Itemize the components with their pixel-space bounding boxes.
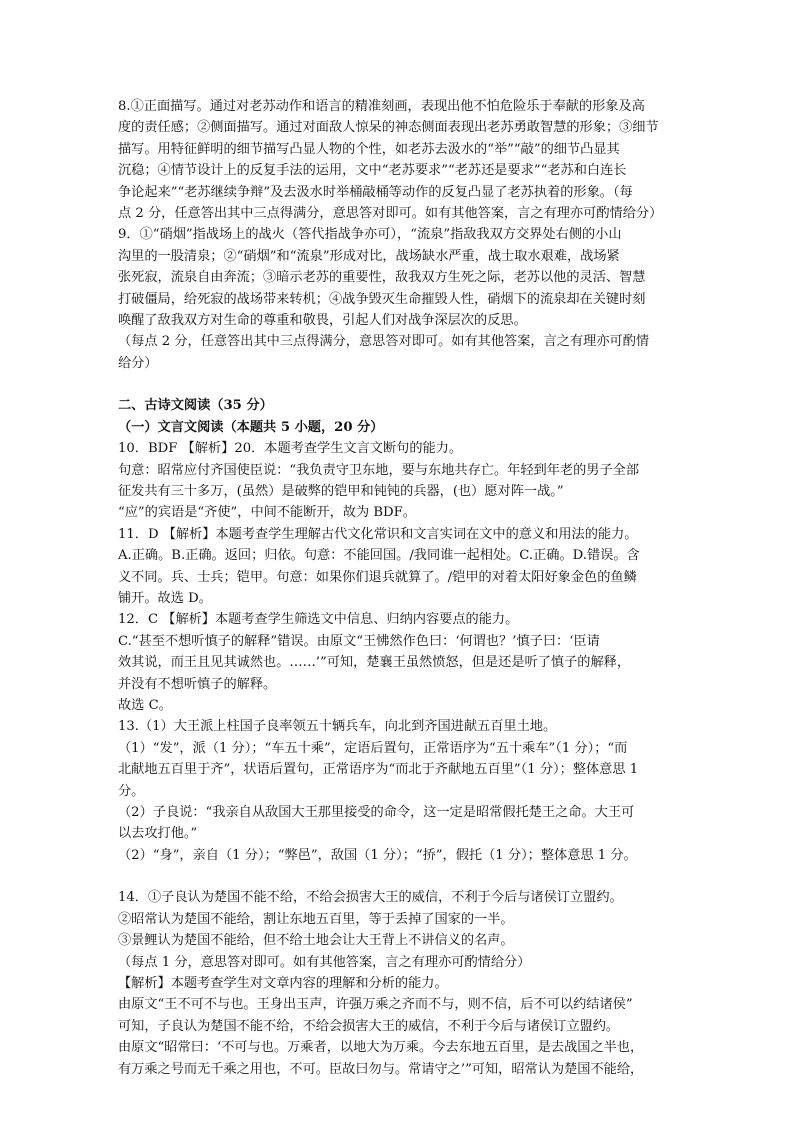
text-line: “应”的宾语是“齐使”，中间不能断开，故为 BDF。	[118, 505, 416, 521]
text-line: 打破僵局，给死寂的战场带来转机；④战争毁灭生命摧毁人性，硝烟下的流泉却在关键时刻	[118, 291, 646, 307]
text-line: 北献地五百里于齐”，状语后置句，正常语序为“而北于齐献地五百里”（1 分）；整体意思 1	[118, 762, 639, 778]
text-line: 给分）	[118, 355, 158, 371]
text-line: 11．D 【解析】本题考查学生理解古代文化常识和文言实词在文中的意义和用法的能力。	[118, 526, 638, 542]
text-line: （2）“身”，亲自（1 分）；“弊邑”，敌国（1 分）；“挢”，假托（1 分）；整体意思 1 分。	[118, 847, 637, 863]
text-line: 由原文“昭常曰：‘不可与也。万乘者，以地大为万乘。今去东地五百里，是去战国之半也，	[118, 1040, 644, 1056]
text-line: 沉稳；④情节设计上的反复手法的运用，文中“老苏要求”“老苏还是要求”“老苏和白连长	[118, 163, 627, 179]
text-line: C.“甚至不想听慎子的解释”错误。由原文“王怫然作色曰：‘何谓也？’慎子曰：‘臣请	[118, 633, 600, 649]
text-line: 争论起来”“老苏继续争辩”及去汲水时举桶敲桶等动作的反复凸显了老苏执着的形象。（每	[118, 184, 633, 200]
text-line: 描写。用特征鲜明的细节描写凸显人物的个性，如老苏去汲水的“举”“敲”的细节凸显其	[118, 141, 620, 157]
text-line: 并没有不想听慎子的解释。	[118, 676, 277, 692]
text-line: 征发共有三十多万，(虽然）是破弊的铠甲和钝钝的兵器，(也）愿对阵一战。”	[118, 484, 564, 500]
text-line: （1）“发”，派（1 分）；“车五十乘”，定语后置句，正常语序为“五十乘车”（1 分）；“而	[118, 740, 628, 756]
text-line: 14．①子良认为楚国不能不给，不给会损害大王的威信，不利于今后与诸侯订立盟约。	[118, 890, 623, 906]
text-line: 有万乘之号而无千乘之用也，不可。臣故曰勿与。常请守之’”可知，昭常认为楚国不能给，	[118, 1061, 644, 1077]
text-line: 由原文“王不可不与也。王身出玉声，许强万乘之齐而不与，则不信，后不可以约结诸侯”	[118, 997, 633, 1013]
answer-text-body	[118, 96, 682, 1080]
text-line: 【解析】本题考查学生对文章内容的理解和分析的能力。	[118, 976, 448, 992]
text-line: ②昭常认为楚国不能给，割让东地五百里，等于丢掉了国家的一半。	[118, 911, 514, 927]
text-line: 沟里的一股清泉；②“硝烟”和“流泉”形成对比，战场缺水严重，战士取水艰难，战场紧	[118, 248, 620, 264]
paragraph-gap	[118, 374, 682, 395]
section-heading: （一）文言文阅读（本题共 5 小题，20 分）	[118, 419, 384, 435]
text-line: 度的责任感；②侧面描写。通过对面敌人惊呆的神态侧面表现出老苏勇敢智慧的形象；③细节	[118, 120, 659, 136]
text-line: （每点 2 分，任意答出其中三点得满分，意思答对即可。如有其他答案，言之有理亦可酌情	[118, 334, 650, 350]
paragraph-gap	[118, 866, 682, 887]
text-line: 唤醒了敌我双方对生命的尊重和敬畏，引起人们对战争深层次的反思。	[118, 312, 527, 328]
text-line: ③景鲤认为楚国不能给，但不给土地会让大王背上不讲信义的名声。	[118, 933, 514, 949]
text-line: A.正确。B.正确。返回；归依。句意：不能回国。/我同谁一起相处。C.正确。D.错误。含	[118, 548, 640, 564]
text-line: （2）子良说：“我亲自从敌国大王那里接受的命令，这一定是昭常假托楚王之命。大王可	[118, 804, 635, 820]
text-line: 13.（1）大王派上柱国子良率领五十辆兵车，向北到齐国进献五百里土地。	[118, 719, 557, 735]
text-line: 12．C 【解析】本题考查学生筛选文中信息、归纳内容要点的能力。	[118, 612, 519, 628]
text-line: 9．①“硝烟”指战场上的战火（答代指战争亦可），“流泉”指敌我双方交界处右侧的小山	[118, 227, 622, 243]
text-line: （每点 1 分，意思答对即可。如有其他答案，言之有理亦可酌情给分）	[118, 954, 531, 970]
section-heading: 二、古诗文阅读（35 分）	[118, 398, 273, 414]
text-line: 故选 C。	[118, 697, 172, 713]
text-line: 可知，子良认为楚国不能不给，不给会损害大王的威信，不利于今后与诸侯订立盟约。	[118, 1018, 620, 1034]
text-line: 8.①正面描写。通过对老苏动作和语言的精准刻画，表现出他不怕危险乐于奉献的形象及高	[118, 99, 645, 114]
text-line: 10．BDF 【解析】20．本题考查学生文言文断句的能力。	[118, 441, 463, 457]
text-line: 以去攻打他。”	[118, 826, 198, 842]
text-line: 句意：昭常应付齐国使臣说：“我负责守卫东地，要与东地共存亡。年轻到年老的男子全部	[118, 462, 640, 478]
text-line: 义不同。兵、士兵；铠甲。句意：如果你们退兵就算了。/铠甲的对着太阳好象金色的鱼鳞	[118, 569, 637, 585]
text-line: 效其说，而王且见其诚然也。……’”可知，楚襄王虽然愤怒，但是还是听了慎子的解释，	[118, 655, 631, 671]
text-line: 点 2 分，任意答出其中三点得满分，意思答对即可。如有其他答案，言之有理亦可酌情给分）	[118, 205, 663, 221]
text-line: 分。	[118, 783, 145, 799]
text-line: 张死寂，流泉自由奔流；③暗示老苏的重要性，敌我双方生死之际，老苏以他的灵活、智慧	[118, 270, 646, 286]
text-line: 铺开。故选 D。	[118, 590, 212, 606]
